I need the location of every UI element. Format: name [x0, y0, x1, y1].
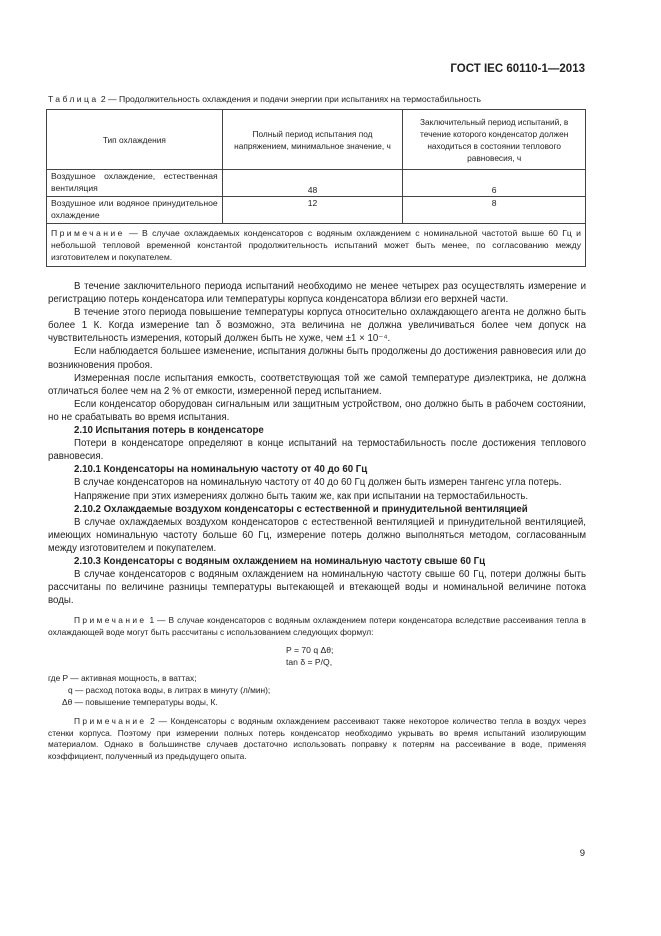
- table-cell-final: 8: [403, 197, 586, 224]
- formula-block: [48, 644, 586, 668]
- table-note-text: — В случае охлаждаемых конденсаторов с водяным охлаждением с номинальной частотой выше 60 Гц и небольшой тепловой временной константой продолжительность испытаний может быть менее, по согласованию между изготовителем и покупателем.: [51, 228, 581, 262]
- table-caption-word: Таблица: [48, 94, 99, 104]
- section-heading-2-10-2: 2.10.2 Охлаждаемые воздухом конденсаторы с естественной и принудительной вентиляцией: [74, 503, 528, 515]
- legend-item: Δθ — повышение температуры воды, К.: [62, 697, 218, 708]
- note-1-word: Примечание: [74, 615, 147, 626]
- legend-item: q — расход потока воды, в литрах в минуту (л/мин);: [68, 685, 271, 696]
- table-row: [47, 197, 586, 224]
- paragraph: В течение заключительного периода испытаний необходимо не менее четырех раз осуществлять измерение и регистрацию потерь конденсатора или температуры корпуса конденсатора вблизи его верхней части.: [48, 281, 586, 306]
- note-1-text: 1 — В случае конденсаторов с водяным охлаждением потери конденсатора вследствие рассеивания тепла в охлаждающей воде могут быть рассчитаны с использованием следующих формул:: [48, 615, 586, 637]
- note-2: [48, 716, 586, 762]
- table-note-row: [47, 224, 586, 267]
- note-1: [48, 615, 586, 638]
- section-heading-2-10: 2.10 Испытания потерь в конденсаторе: [74, 425, 264, 437]
- section-heading-2-10-1: 2.10.1 Конденсаторы на номинальную частоту от 40 до 60 Гц: [74, 464, 368, 476]
- table-header-final-period: Заключительный период испытаний, в течение которого конденсатор должен находиться в состоянии теплового равновесия, ч: [403, 110, 586, 170]
- paragraph: В течение этого периода повышение температуры корпуса относительно охлаждающего агента не должно быть более 1 К. Когда измерение tan δ возможно, эта величина не должна увеличиваться более чем допуск на чувствительность измерения, который должен быть не хуже, чем ±1 × 10⁻⁴.: [48, 307, 586, 345]
- paragraph: В случае конденсаторов с водяным охлаждением на номинальную частоту свыше 60 Гц, потери должны быть рассчитаны по величине разницы температуры вытекающей и втекающей воды и номинальной величине потока воды.: [48, 569, 586, 607]
- formula-legend: [48, 672, 586, 708]
- paragraph: Потери в конденсаторе определяют в конце испытаний на термостабильность после достижения теплового равновесия.: [48, 438, 586, 463]
- paragraph: Измеренная после испытания емкость, соответствующая той же самой температуре диэлектрика, не должна отличаться более чем на 2 % от емкости, измеренной перед испытанием.: [48, 372, 586, 397]
- paragraph: В случае конденсаторов на номинальную частоту от 40 до 60 Гц должен быть измерен тангенс угла потерь.: [74, 477, 562, 489]
- table-caption-text: 2 — Продолжительность охлаждения и подачи энергии при испытаниях на термостабильность: [98, 94, 482, 104]
- section-heading-2-10-3: 2.10.3 Конденсаторы с водяным охлаждением на номинальную частоту свыше 60 Гц: [74, 555, 486, 567]
- note-2-text: 2 — Конденсаторы с водяным охлаждением рассеивают также некоторое количество тепла в воздух через стенки корпуса. Поэтому при измерении полных потерь конденсатор необходимо укрывать во время испытаний изолирующим материалом. Однако в большинстве случаев достаточно использовать поправку к потерям на рассеивание в воде, применяя коэффициент, полученный из предыдущего опыта.: [48, 716, 586, 761]
- body-text: [48, 280, 586, 762]
- table-note-word: Примечание: [51, 228, 125, 238]
- table-header-full-period: Полный период испытания под напряжением, минимальное значение, ч: [222, 110, 403, 170]
- paragraph: Напряжение при этих измерениях должно быть таким же, как при испытании на термостабильность.: [74, 490, 529, 502]
- note-2-word: Примечание: [74, 716, 147, 727]
- paragraph: Если конденсатор оборудован сигнальным или защитным устройством, оно должно быть в рабочем состоянии, но не срабатывать во время испытания.: [48, 398, 586, 423]
- table-cell-type: Воздушное охлаждение, естественная вентиляция: [47, 170, 223, 197]
- document-header: ГОСТ IEC 60110-1—2013: [450, 63, 585, 75]
- table-note: [47, 224, 586, 267]
- paragraph: Если наблюдается большее изменение, испытания должны быть продолжены до достижения равновесия или до возникновения пробоя.: [48, 346, 586, 371]
- cooling-table: [46, 109, 586, 267]
- table-header-row: [47, 110, 586, 170]
- paragraph: В случае охлаждаемых воздухом конденсаторов с естественной вентиляцией и принудительной вентиляцией, имеющих номинальную частоту больше 60 Гц, измерение потерь должно выполняться методом, согласованным между изготовителем и покупателем.: [48, 516, 586, 554]
- page-number: 9: [579, 848, 585, 859]
- table-caption: [48, 94, 481, 104]
- table-row: [47, 170, 586, 197]
- table-cell-full: 48: [222, 170, 403, 197]
- formula-tan-delta: tan δ = P/Q,: [286, 657, 333, 668]
- table-header-cooling-type: Тип охлаждения: [47, 110, 223, 170]
- table-cell-type: Воздушное или водяное принудительное охлаждение: [47, 197, 223, 224]
- table-cell-full: 12: [222, 197, 403, 224]
- legend-item: где P — активная мощность, в ваттах;: [48, 673, 197, 684]
- formula-power: P = 70 q Δθ;: [286, 645, 334, 656]
- table-cell-final: 6: [403, 170, 586, 197]
